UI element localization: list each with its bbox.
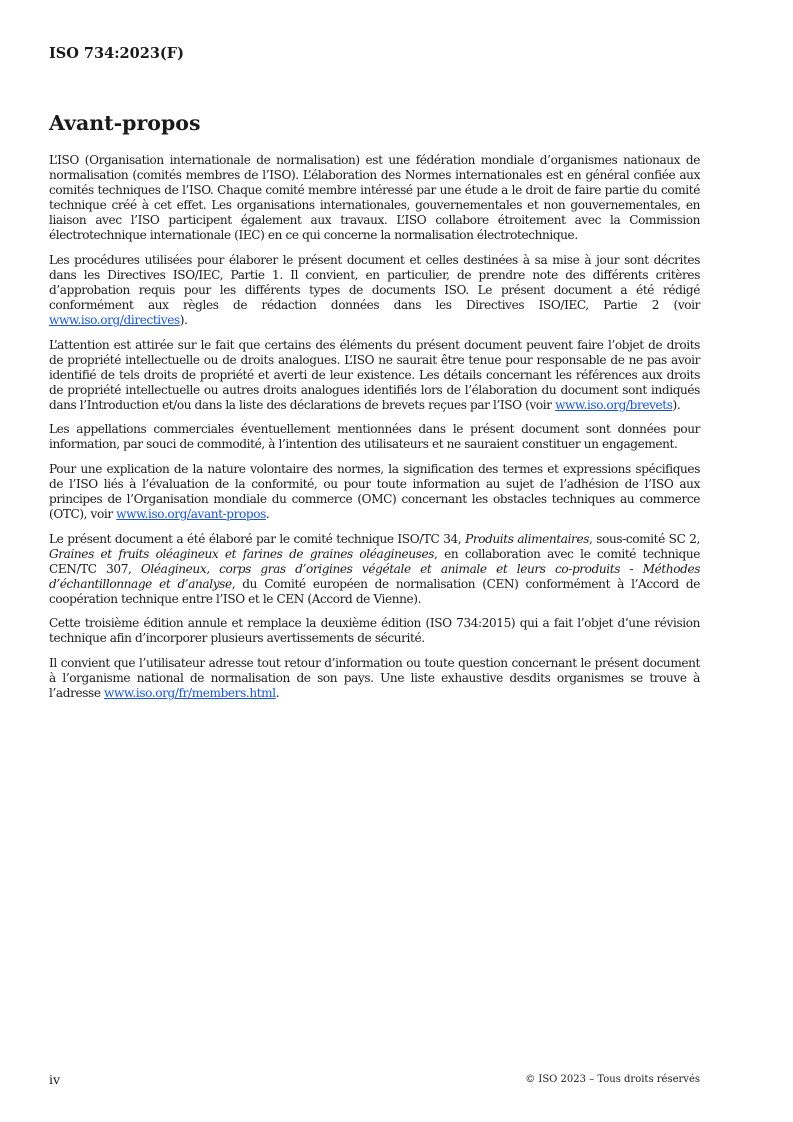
subcommittee-name-italic: Graines et fruits oléagineux et farines de graines oléagineuses — [49, 546, 435, 561]
paragraph-end: . — [275, 685, 280, 700]
brevets-link[interactable]: www.iso.org/brevets — [555, 397, 673, 412]
document-code: ISO 734:2023(F) — [49, 45, 184, 62]
paragraph-edition: Cette troisième édition annule et remplace la deuxième édition (ISO 734:2015) qui a fait l’objet d’une révision technique afin d’incorporer plusieurs avertissements de sécurité. — [49, 616, 700, 646]
members-link[interactable]: www.iso.org/fr/members.html — [104, 685, 276, 700]
paragraph-text: , du Comité européen de normalisation (CEN) conformément à l’Accord de coopération technique entre l’ISO et le CEN (Accord de Vienne). — [49, 576, 700, 606]
paragraph-end: . — [265, 506, 270, 521]
paragraph-text: Il convient que l’utilisateur adresse tout retour d’information ou toute question concernant le présent document à l’organisme national de normalisation de son pays. Une liste exhaustive desdits organismes se trouve à l’adresse — [49, 655, 700, 700]
paragraph-end: ). — [179, 312, 188, 327]
cen-committee-name-italic: Oléagineux, corps gras d’origines végétale et animale et leurs co-produits - Méthodes d’échantillonnage et d’analyse — [49, 561, 701, 591]
foreword-body — [49, 153, 700, 711]
paragraph-patents — [49, 338, 700, 413]
copyright-notice: © ISO 2023 – Tous droits réservés — [525, 1074, 700, 1085]
page-number: iv — [49, 1072, 61, 1087]
paragraph-text: L’attention est attirée sur le fait que certains des éléments du présent document peuvent faire l’objet de droits de propriété intellectuelle ou de droits analogues. L’ISO ne saurait être tenue pour responsable de ne pas avoir identifié de tels droits de propriété et averti de leur existence. Les détails concernant les références aux droits de propriété intellectuelle ou autres droits analogues identifiés lors de l’élaboration du document sont indiqués dans l’Introduction et/ou dans la liste des déclarations de brevets reçues par l’ISO (voir — [49, 337, 700, 412]
paragraph-end: ). — [672, 397, 681, 412]
paragraph-committee — [49, 532, 700, 607]
paragraph-text: , en collaboration avec le comité technique CEN/TC 307, — [49, 546, 701, 576]
directives-link[interactable]: www.iso.org/directives — [49, 312, 180, 327]
paragraph-text: Pour une explication de la nature volontaire des normes, la signification des termes et expressions spécifiques de l’ISO liés à l’évaluation de la conformité, ou pour toute information au sujet de l’adhésion de l’ISO aux principes de l’Organisation mondiale du commerce (OMC) concernant les obstacles techniques au commerce (OTC), voir — [49, 461, 700, 521]
page-title: Avant-propos — [49, 111, 201, 135]
paragraph-iso-intro: L’ISO (Organisation internationale de normalisation) est une fédération mondiale d’organismes nationaux de normalisation (comités membres de l’ISO). L’élaboration des Normes internationales est en général confiée aux comités techniques de l’ISO. Chaque comité membre intéressé par une étude a le droit de faire partie du comité technique créé à cet effet. Les organisations internationales, gouvernementales et non gouvernementales, en liaison avec l’ISO participent également aux travaux. L’ISO collabore étroitement avec la Commission électrotechnique internationale (IEC) en ce qui concerne la normalisation électrotechnique. — [49, 153, 700, 243]
avant-propos-link[interactable]: www.iso.org/avant-propos — [116, 506, 266, 521]
paragraph-trade-names: Les appellations commerciales éventuellement mentionnées dans le présent document sont données pour information, par souci de commodité, à l’intention des utilisateurs et ne sauraient constituer un engagement. — [49, 422, 700, 452]
paragraph-procedures — [49, 253, 700, 328]
paragraph-voluntary-nature — [49, 462, 700, 522]
paragraph-text: Les procédures utilisées pour élaborer le présent document et celles destinées à sa mise à jour sont décrites dans les Directives ISO/IEC, Partie 1. Il convient, en particulier, de prendre note des différents critères d’approbation requis pour les différents types de documents ISO. Le présent document a été rédigé conformément aux règles de rédaction données dans les Directives ISO/IEC, Partie 2 (voir — [49, 252, 700, 312]
paragraph-feedback — [49, 656, 700, 701]
paragraph-text: , sous-comité SC 2, — [589, 531, 700, 546]
paragraph-text: Le présent document a été élaboré par le comité technique ISO/TC 34, — [49, 531, 466, 546]
committee-name-italic: Produits alimentaires — [465, 531, 590, 546]
